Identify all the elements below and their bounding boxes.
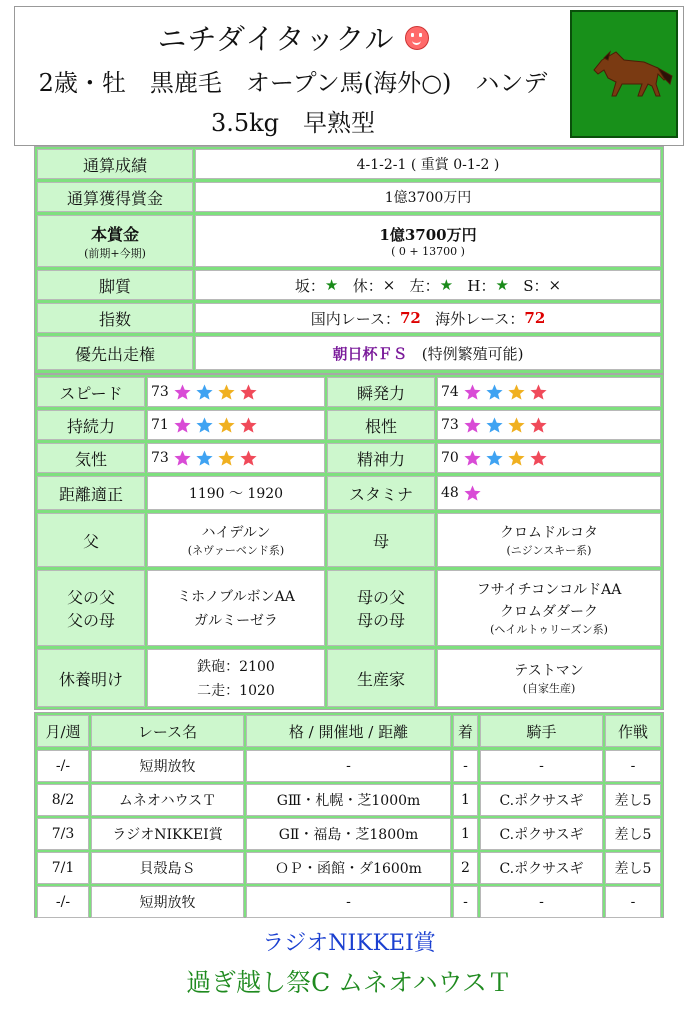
stamina-number: 48 <box>441 485 459 501</box>
race-row-cell: C.ポクサスギ <box>480 784 603 816</box>
horse-portrait <box>570 10 678 138</box>
priority-note: (特例繁殖可能) <box>421 344 524 363</box>
spirit-value <box>437 443 661 473</box>
index-domestic-label: 国内レース： <box>310 309 400 328</box>
race-row-cell: - <box>246 750 451 782</box>
rating-star-icon <box>484 415 505 436</box>
sire-parents-cell <box>147 570 325 646</box>
temper-number: 73 <box>151 450 169 466</box>
priority-race: 朝日杯ＦＳ <box>332 344 408 363</box>
race-row-week: 7/3 <box>37 818 89 850</box>
race-row-cell: 短期放牧 <box>91 750 244 782</box>
stamina-label: スタミナ <box>327 476 435 510</box>
rating-star-icon <box>506 448 527 469</box>
index-value <box>195 303 661 333</box>
race-row-week: 8/2 <box>37 784 89 816</box>
apt-rest: × <box>382 276 396 294</box>
dam-parents-label <box>327 570 435 646</box>
rating-star-icon <box>216 415 237 436</box>
race-row-cell: 貝殻島Ｓ <box>91 852 244 884</box>
race-header-cell: レース名 <box>91 715 244 747</box>
race-row-cell: - <box>605 750 661 782</box>
index-overseas-label: 海外レース： <box>435 309 525 328</box>
sire-dam: ガルミーゼラ <box>194 613 278 629</box>
next-race: ラジオNIKKEI賞 <box>262 931 436 956</box>
race-row-cell: 1 <box>453 784 478 816</box>
race-row-cell: - <box>480 886 603 918</box>
dam-dam-label: 母の母 <box>356 611 405 630</box>
race-row-cell: C.ポクサスギ <box>480 818 603 850</box>
sire-dam-label: 父の母 <box>66 611 115 630</box>
apt-rest-label: 休： <box>352 276 383 295</box>
temper-label: 気性 <box>37 443 145 473</box>
guts-value <box>437 410 661 440</box>
index-overseas: 72 <box>524 309 546 327</box>
apt-h-label: H： <box>467 276 496 295</box>
race-row-cell: C.ポクサスギ <box>480 852 603 884</box>
rating-star-icon <box>238 448 259 469</box>
prize-label-cell <box>37 215 193 267</box>
apt-s: × <box>548 276 562 294</box>
race-header-cell: 騎手 <box>480 715 603 747</box>
index-label: 指数 <box>37 303 193 333</box>
dam-line: (ニジンスキー系) <box>506 544 592 557</box>
breeder-cell <box>437 649 661 707</box>
race-row-week: 7/1 <box>37 852 89 884</box>
burst-value <box>437 377 661 407</box>
rest-line2: 二走：1020 <box>197 683 275 699</box>
sire-sire-label: 父の父 <box>66 588 115 607</box>
race-row-cell: 短期放牧 <box>91 886 244 918</box>
sire-name: ハイデルン <box>201 525 271 541</box>
apt-s-label: S： <box>523 276 549 295</box>
dam-cell <box>437 513 661 567</box>
rating-star-icon <box>462 483 483 504</box>
rating-star-icon <box>462 415 483 436</box>
horse-profile-line: 2歳・牡 黒鹿毛 オープン馬(海外○) ハンデ <box>38 69 548 97</box>
breeder-name: テストマン <box>514 663 584 679</box>
burst-number: 74 <box>441 384 459 400</box>
speed-label: スピード <box>37 377 145 407</box>
sire-line: (ネヴァーベンド系) <box>187 544 285 557</box>
rating-star-icon <box>528 448 549 469</box>
apt-left: ★ <box>439 276 454 294</box>
rest-label: 休養明け <box>37 649 145 707</box>
rating-star-icon <box>238 415 259 436</box>
sire-cell <box>147 513 325 567</box>
spirit-number: 70 <box>441 450 459 466</box>
race-header-cell: 格 / 開催地 / 距離 <box>246 715 451 747</box>
race-row-cell: - <box>246 886 451 918</box>
total-prize-value: 1億3700万円 <box>195 182 661 212</box>
rating-star-icon <box>506 415 527 436</box>
apt-h: ★ <box>495 276 509 294</box>
record-label: 通算成績 <box>37 149 193 179</box>
breeder-note: (自家生産) <box>522 682 576 695</box>
rating-star-icon <box>194 415 215 436</box>
distance-value: 1190 〜 1920 <box>147 476 325 510</box>
rating-star-icon <box>528 415 549 436</box>
breeder-label: 生産家 <box>327 649 435 707</box>
temper-value <box>147 443 325 473</box>
summary-panel <box>34 146 664 374</box>
rating-star-icon <box>506 382 527 403</box>
apt-slope: ★ <box>324 276 339 294</box>
speed-value <box>147 377 325 407</box>
guts-stars <box>462 415 550 436</box>
rating-star-icon <box>194 382 215 403</box>
race-row-cell: GⅢ・札幌・芝1000m <box>246 784 451 816</box>
burst-label: 瞬発力 <box>327 377 435 407</box>
apt-slope-label: 坂： <box>294 276 325 295</box>
rating-star-icon <box>172 448 193 469</box>
horse-name: ニチダイタックル <box>157 22 395 56</box>
dam-dam-line: (ヘイルトゥリーズン系) <box>490 623 608 636</box>
rating-star-icon <box>462 448 483 469</box>
race-row-cell: 差し5 <box>605 784 661 816</box>
durability-stars <box>172 415 260 436</box>
race-row-cell: - <box>453 750 478 782</box>
race-row-cell: 2 <box>453 852 478 884</box>
rating-star-icon <box>484 448 505 469</box>
race-header-cell: 作戦 <box>605 715 661 747</box>
smiley-face-icon <box>405 26 429 50</box>
speed-number: 73 <box>151 384 169 400</box>
burst-stars <box>462 382 550 403</box>
race-history-table <box>34 712 664 918</box>
race-row-cell: ムネオハウスＴ <box>91 784 244 816</box>
prize-value-cell <box>195 215 661 267</box>
guts-label: 根性 <box>327 410 435 440</box>
rating-star-icon <box>238 382 259 403</box>
prize-breakdown: ( 0 + 13700 ) <box>391 245 465 258</box>
prize-sublabel: (前期+今期) <box>84 246 146 260</box>
speed-stars <box>172 382 260 403</box>
distance-label: 距離適正 <box>37 476 145 510</box>
durability-value <box>147 410 325 440</box>
dam-label: 母 <box>327 513 435 567</box>
spirit-stars <box>462 448 550 469</box>
sire-label: 父 <box>37 513 145 567</box>
durability-number: 71 <box>151 417 169 433</box>
spirit-label: 精神力 <box>327 443 435 473</box>
rating-star-icon <box>528 382 549 403</box>
horse-silhouette-icon <box>572 12 676 136</box>
race-row-week: -/- <box>37 750 89 782</box>
temper-stars <box>172 448 260 469</box>
race-row-cell: 差し5 <box>605 852 661 884</box>
rating-star-icon <box>216 448 237 469</box>
priority-value <box>195 336 661 370</box>
dam-parents-cell <box>437 570 661 646</box>
rating-star-icon <box>194 448 215 469</box>
race-row-cell: 1 <box>453 818 478 850</box>
apt-left-label: 左： <box>409 276 440 295</box>
durability-label: 持続力 <box>37 410 145 440</box>
rest-line1: 鉄砲：2100 <box>197 659 275 675</box>
rating-star-icon <box>462 382 483 403</box>
race-row-cell: - <box>480 750 603 782</box>
race-row-cell: GⅡ・福島・芝1800m <box>246 818 451 850</box>
stamina-stars <box>462 483 484 504</box>
rating-star-icon <box>216 382 237 403</box>
future-races: 過ぎ越し祭C ムネオハウスＴ <box>186 968 512 997</box>
race-row-week: -/- <box>37 886 89 918</box>
aptitude-label: 脚質 <box>37 270 193 300</box>
sire-sire: ミホノブルボンAA <box>177 589 295 605</box>
stamina-value <box>437 476 661 510</box>
dam-dam: クロムダダーク <box>500 604 598 620</box>
aptitude-value <box>195 270 661 300</box>
prize-value: 1億3700万円 <box>379 226 477 244</box>
total-prize-label: 通算獲得賞金 <box>37 182 193 212</box>
rest-cell <box>147 649 325 707</box>
rating-star-icon <box>172 415 193 436</box>
race-row-cell: - <box>453 886 478 918</box>
priority-label: 優先出走権 <box>37 336 193 370</box>
sire-parents-label <box>37 570 145 646</box>
dam-sire: フサイチコンコルドAA <box>476 582 622 598</box>
race-row-cell: 差し5 <box>605 818 661 850</box>
horse-weight-type: 3.5kg 早熟型 <box>210 109 376 137</box>
race-row-cell: ＯＰ・函館・ダ1600m <box>246 852 451 884</box>
race-header-cell: 月/週 <box>37 715 89 747</box>
race-header-cell: 着 <box>453 715 478 747</box>
index-domestic: 72 <box>399 309 421 327</box>
rating-star-icon <box>172 382 193 403</box>
race-row-cell: - <box>605 886 661 918</box>
stats-panel <box>34 374 664 710</box>
guts-number: 73 <box>441 417 459 433</box>
dam-name: クロムドルコタ <box>500 525 598 541</box>
prize-label: 本賞金 <box>90 224 139 244</box>
rating-star-icon <box>484 382 505 403</box>
race-row-cell: ラジオNIKKEI賞 <box>91 818 244 850</box>
dam-sire-label: 母の父 <box>356 588 405 607</box>
record-value: 4-1-2-1 ( 重賞 0-1-2 ) <box>195 149 661 179</box>
